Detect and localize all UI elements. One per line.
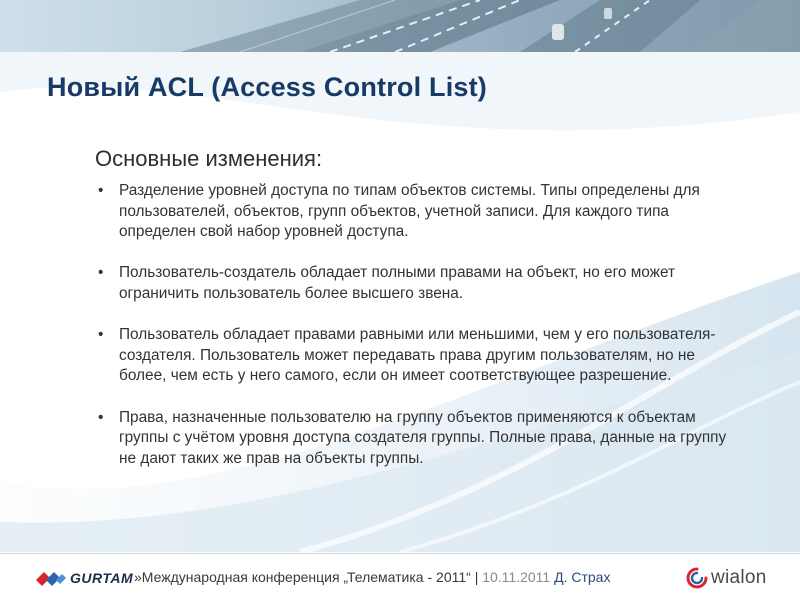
bullet-item xyxy=(95,181,735,243)
footer-author: Д. Страх xyxy=(554,569,611,585)
wialon-logo xyxy=(686,566,767,590)
bullet-text: Права, назначенные пользователю на группу объектов применяются к объектам группы с учётом уровня доступа создателя группы. Полные права, данные на группу не дают таких же прав на объекты группы. xyxy=(119,408,727,467)
bullet-marker: • xyxy=(98,326,104,344)
footer-caption xyxy=(134,569,610,585)
slide-subtitle: Основные изменения: xyxy=(95,146,323,171)
bullet-marker: • xyxy=(98,182,104,199)
bullet-item xyxy=(95,408,735,470)
footer xyxy=(0,556,800,600)
bullet-list xyxy=(95,181,735,490)
bullet-text: Разделение уровней доступа по типам объектов системы. Типы определены для пользователей, объектов, групп объектов, учетной записи. Для каждого типа определен свой набор уровней доступа. xyxy=(119,182,700,241)
bullet-item xyxy=(95,263,735,304)
bullet-item xyxy=(95,325,735,387)
bullet-marker: • xyxy=(98,408,104,426)
wialon-logo-text: wialon xyxy=(711,567,767,588)
bullet-text: Пользователь-создатель обладает полными правами на объект, но его может ограничить пользователь более высшего звена. xyxy=(119,264,676,302)
gurtam-logo xyxy=(36,567,133,589)
footer-divider xyxy=(0,553,800,554)
footer-date: 10.11.2011 xyxy=(482,569,551,585)
wialon-logo-icon xyxy=(686,567,708,589)
bullet-marker: • xyxy=(98,264,104,282)
gurtam-logo-icon xyxy=(36,570,66,586)
slide-title: Новый ACL (Access Control List) xyxy=(47,72,487,102)
footer-conference: »Международная конференция „Телематика - 2011“ | xyxy=(134,569,479,585)
header-banner-image xyxy=(0,0,800,52)
gurtam-logo-text: GURTAM xyxy=(70,570,134,586)
highway-photo-icon xyxy=(0,0,800,52)
bullet-text: Пользователь обладает правами равными или меньшими, чем у его пользователя-создателя. Пользователь может передавать права другим пользователям, но не более, чем есть у него самого, если он имеет соответствующее разрешение. xyxy=(119,326,716,385)
